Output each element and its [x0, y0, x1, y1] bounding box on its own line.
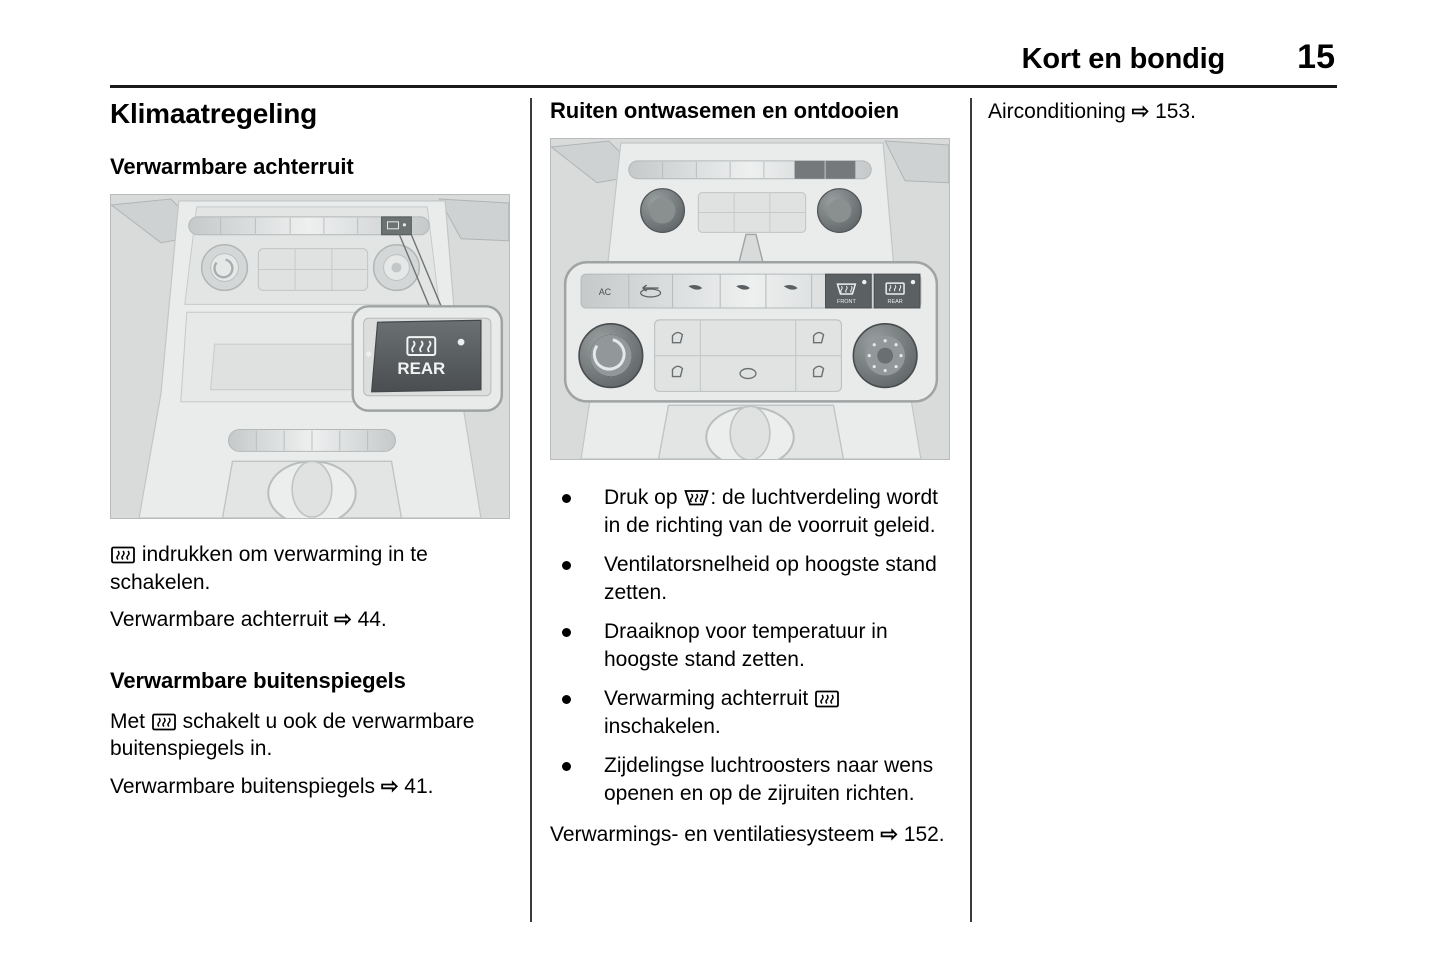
- left-column: [110, 98, 520, 922]
- list-item-post: inschakelen.: [604, 714, 721, 738]
- page-header: [110, 38, 1335, 77]
- rear-window-defrost-icon: [815, 690, 839, 708]
- column-divider-1: [530, 98, 532, 922]
- paragraph-rear-window-heating: [110, 541, 520, 596]
- list-item: [550, 551, 960, 606]
- reference-page: 153.: [1155, 100, 1196, 123]
- list-item: [550, 484, 960, 539]
- list-item-pre: Druk op: [604, 486, 684, 509]
- reference-verwarmings-ventilatiesysteem: [550, 821, 960, 849]
- reference-arrow-icon: ⇨: [380, 774, 399, 798]
- page-number: 15: [1297, 38, 1335, 76]
- reference-verwarmbare-buitenspiegels: [110, 773, 520, 801]
- subtitle-verwarmbare-achterruit: Verwarmbare achterruit: [110, 154, 354, 179]
- reference-page: 152.: [903, 823, 945, 846]
- windscreen-defrost-icon: [684, 489, 709, 507]
- paragraph-heated-mirrors: [110, 708, 520, 763]
- reference-airconditioning: [988, 98, 1337, 126]
- paragraph-rear-window-heating-text: indrukken om verwarming in te schakelen.: [110, 543, 428, 594]
- figure-climate-control-panel: [550, 138, 950, 460]
- reference-label: Verwarmbare achterruit: [110, 608, 329, 631]
- reference-label: Verwarmbare buitenspiegels: [110, 774, 375, 798]
- figure-center-console-rear-defrost: [110, 194, 510, 519]
- rear-window-defrost-icon: [152, 713, 176, 731]
- list-item-text: Draaiknop voor temperatuur in hoogste stand zetten.: [604, 620, 888, 671]
- bullet-icon: [562, 695, 571, 704]
- rear-window-defrost-icon: [111, 546, 135, 564]
- subtitle-ruiten-ontwasemen: Ruiten ontwasemen en ontdooien: [550, 98, 900, 123]
- bullet-icon: [562, 561, 571, 570]
- paragraph-heated-mirrors-post: schakelt u ook de verwarmbare buitenspiegels in.: [110, 709, 475, 760]
- section-title-klimaatregeling: Klimaatregeling: [110, 98, 318, 129]
- callout-rear-label: REAR: [397, 358, 446, 378]
- list-item: [550, 685, 960, 740]
- reference-label: Verwarmings- en ventilatiesysteem: [550, 823, 875, 846]
- middle-column: [550, 98, 960, 922]
- defrost-instructions-list: [550, 484, 960, 807]
- bullet-icon: [562, 494, 571, 503]
- reference-label: Airconditioning: [988, 100, 1126, 123]
- reference-arrow-icon: ⇨: [1131, 100, 1150, 123]
- column-divider-2: [970, 98, 972, 922]
- list-item: [550, 618, 960, 673]
- list-item-post: : de luchtverdeling wordt in de richting van de voorruit geleid.: [604, 486, 939, 537]
- reference-verwarmbare-achterruit: [110, 606, 520, 634]
- list-item-text: Zijdelingse luchtroosters naar wens openen en op de zijruiten richten.: [604, 754, 934, 805]
- reference-arrow-icon: ⇨: [334, 608, 352, 631]
- bullet-icon: [562, 762, 571, 771]
- list-item: [550, 752, 960, 807]
- rear-button-label: REAR: [887, 298, 903, 305]
- list-item-pre: Verwarming achterruit: [604, 687, 815, 710]
- bullet-icon: [562, 628, 571, 637]
- list-item-text: Ventilatorsnelheid op hoogste stand zetten.: [604, 553, 937, 604]
- header-rule: [110, 85, 1337, 88]
- front-button-label: FRONT: [837, 298, 856, 305]
- paragraph-heated-mirrors-pre: Met: [110, 709, 151, 733]
- right-column: [988, 98, 1337, 922]
- subtitle-verwarmbare-buitenspiegels: Verwarmbare buitenspiegels: [110, 667, 406, 693]
- reference-arrow-icon: ⇨: [880, 823, 898, 846]
- page-title: Kort en bondig: [1021, 43, 1225, 75]
- reference-page: 41.: [404, 774, 434, 798]
- reference-page: 44.: [357, 608, 387, 631]
- ac-button-label: AC: [598, 287, 612, 298]
- content-columns: [110, 98, 1337, 922]
